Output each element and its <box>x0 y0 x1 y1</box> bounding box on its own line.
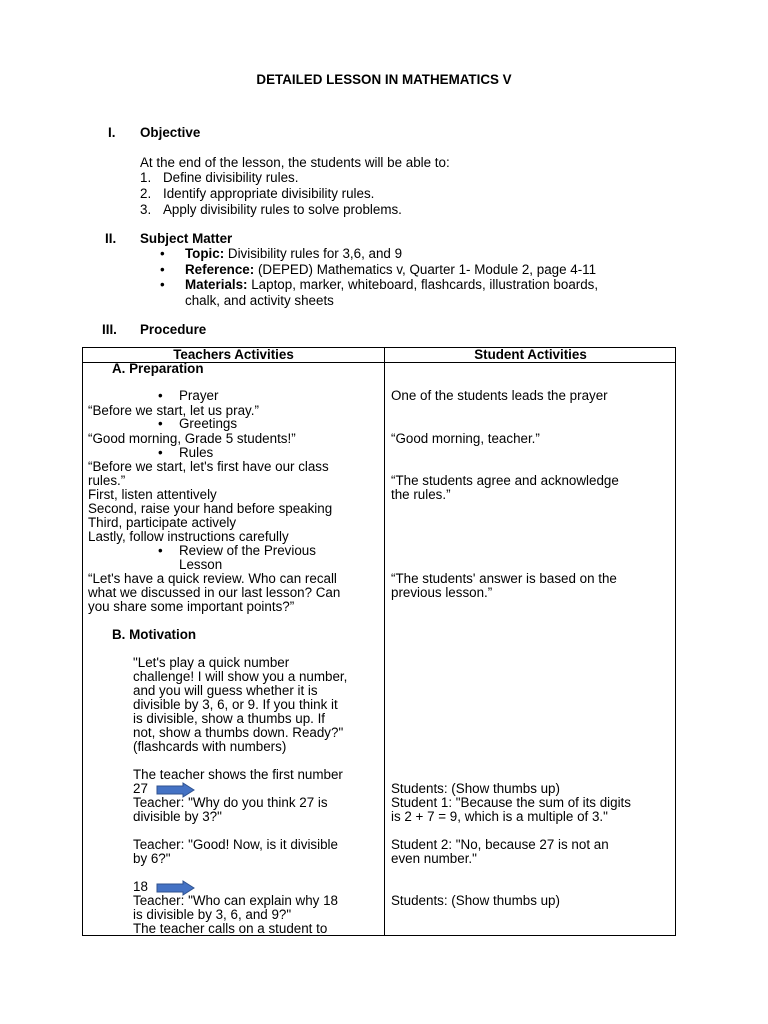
student-thumbs-up: Students: (Show thumbs up) <box>391 781 560 796</box>
teacher-greet-line: “Good morning, Grade 5 students!” <box>88 431 296 446</box>
bullet-icon: • <box>158 416 163 431</box>
objective-item: Identify appropriate divisibility rules. <box>163 186 375 201</box>
review-label: Review of the Previous <box>179 543 316 558</box>
student-greet: “Good morning, teacher.” <box>391 431 540 446</box>
teacher-rules-line: “Before we start, let's first have our class <box>88 459 329 474</box>
motivation-line: (flashcards with numbers) <box>133 739 287 754</box>
materials-line <box>185 277 598 292</box>
rule-item: Second, raise your hand before speaking <box>88 501 333 516</box>
teacher-pray-line: “Before we start, let us pray.” <box>88 403 259 418</box>
reference-line <box>185 262 596 277</box>
motivation-line: not, show a thumbs down. Ready?" <box>133 725 344 740</box>
materials-value: Laptop, marker, whiteboard, flashcards, illustration boards, <box>247 277 599 292</box>
motivation-line: divisible by 3, 6, or 9. If you think it <box>133 697 338 712</box>
objective-item: Apply divisibility rules to solve problems. <box>163 202 402 217</box>
col-header-teacher: Teachers Activities <box>173 347 294 362</box>
motivation-line: and you will guess whether it is <box>133 683 318 698</box>
rule-item: Third, participate actively <box>88 515 237 530</box>
preparation-heading: A. Preparation <box>112 361 204 376</box>
teacher-review-line: what we discussed in our last lesson? Can <box>88 585 341 600</box>
subject-matter-numeral: II. <box>105 231 117 246</box>
student-review-line: “The students' answer is based on the <box>391 571 617 586</box>
topic-label: Topic: <box>185 246 225 261</box>
bullet-icon: • <box>158 543 163 558</box>
review-label-cont: Lesson <box>179 557 223 572</box>
number-18: 18 <box>133 879 148 894</box>
first-number-line: The teacher shows the first number <box>133 767 343 782</box>
motivation-line: "Let's play a quick number <box>133 655 290 670</box>
student-thumbs-up: Students: (Show thumbs up) <box>391 893 560 908</box>
prayer-label: Prayer <box>179 388 219 403</box>
teacher-question-line: by 6?" <box>133 851 171 866</box>
objective-heading: Objective <box>140 125 201 140</box>
materials-value-cont: chalk, and activity sheets <box>185 293 334 308</box>
rule-item: Lastly, follow instructions carefully <box>88 529 289 544</box>
student-2-line: Student 2: "No, because 27 is not an <box>391 837 609 852</box>
bullet-icon: • <box>160 262 165 277</box>
objective-item-number: 2. <box>140 186 152 201</box>
table-column-divider <box>384 348 385 935</box>
objective-item-number: 1. <box>140 170 152 185</box>
greetings-label: Greetings <box>179 416 238 431</box>
objective-intro: At the end of the lesson, the students will be able to: <box>140 155 450 170</box>
bullet-icon: • <box>158 388 163 403</box>
subject-matter-heading: Subject Matter <box>140 231 233 246</box>
rules-label: Rules <box>179 445 214 460</box>
motivation-heading: B. Motivation <box>112 627 197 642</box>
bullet-icon: • <box>158 445 163 460</box>
procedure-heading: Procedure <box>140 322 207 337</box>
bullet-icon: • <box>160 277 165 292</box>
topic-line <box>185 246 402 261</box>
teacher-question-line: The teacher calls on a student to <box>133 921 328 936</box>
materials-label: Materials: <box>185 277 248 292</box>
student-prayer: One of the students leads the prayer <box>391 388 608 403</box>
teacher-question-line: Teacher: "Who can explain why 18 <box>133 893 338 908</box>
reference-value: (DEPED) Mathematics v, Quarter 1- Module 2, page 4-11 <box>254 262 597 277</box>
teacher-review-line: you share some important points?” <box>88 599 295 614</box>
student-review-line: previous lesson.” <box>391 585 493 600</box>
teacher-rules-line: rules.” <box>88 473 126 488</box>
number-27: 27 <box>133 781 148 796</box>
student-rules-line: the rules.” <box>391 487 451 502</box>
objective-numeral: I. <box>108 125 116 140</box>
motivation-line: challenge! I will show you a number, <box>133 669 348 684</box>
teacher-question-line: Teacher: "Why do you think 27 is <box>133 795 328 810</box>
teacher-question-line: divisible by 3?" <box>133 809 222 824</box>
document-title: DETAILED LESSON IN MATHEMATICS V <box>256 72 512 87</box>
bullet-icon: • <box>160 246 165 261</box>
teacher-review-line: “Let's have a quick review. Who can recall <box>88 571 337 586</box>
objective-item-number: 3. <box>140 202 152 217</box>
reference-label: Reference: <box>185 262 255 277</box>
teacher-question-line: Teacher: "Good! Now, is it divisible <box>133 837 338 852</box>
student-1-line: is 2 + 7 = 9, which is a multiple of 3." <box>391 809 608 824</box>
objective-item: Define divisibility rules. <box>163 170 299 185</box>
procedure-numeral: III. <box>102 322 117 337</box>
col-header-student: Student Activities <box>474 347 587 362</box>
teacher-question-line: is divisible by 3, 6, and 9?" <box>133 907 292 922</box>
student-2-line: even number." <box>391 851 477 866</box>
student-1-line: Student 1: "Because the sum of its digits <box>391 795 631 810</box>
rule-item: First, listen attentively <box>88 487 217 502</box>
student-rules-line: “The students agree and acknowledge <box>391 473 619 488</box>
topic-value: Divisibility rules for 3,6, and 9 <box>224 246 403 261</box>
motivation-line: is divisible, show a thumbs up. If <box>133 711 326 726</box>
